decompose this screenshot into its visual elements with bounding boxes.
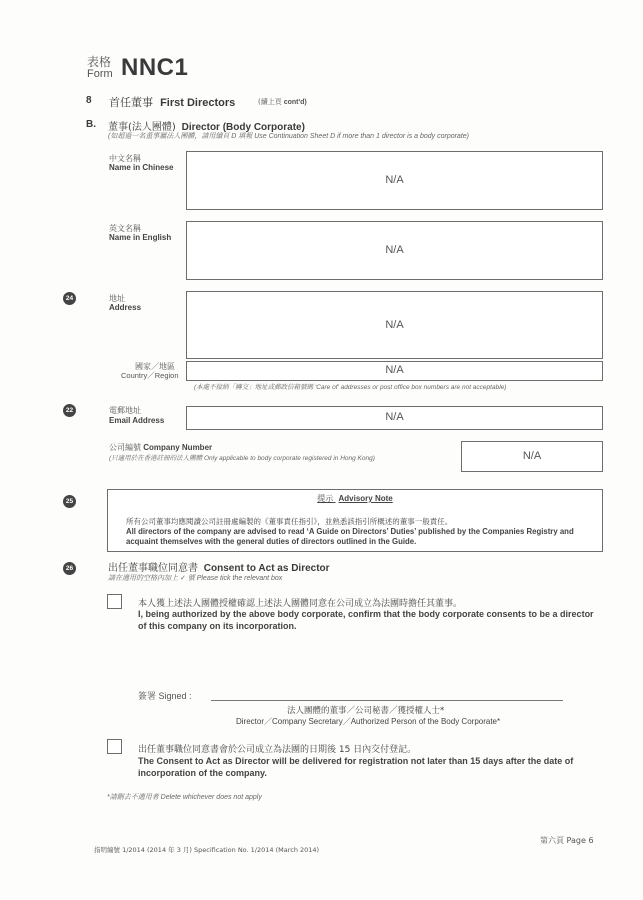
consent-badge: 26 (63, 562, 76, 575)
specification-number: 指明編號 1/2014 (2014 年 3 月) Specification No. 1/2014 (March 2014) (94, 846, 320, 854)
subsection-title-zh: 董事(法人團體) (108, 122, 176, 133)
consent-item1-zh: 本人獲上述法人團體授權確認上述法人團體同意在公司成立為法團時擔任其董事。 (138, 599, 463, 609)
address-badge: 24 (63, 292, 76, 305)
form-label-en: Form (87, 68, 113, 80)
subsection-letter: B. (86, 119, 96, 130)
name-english-label-en: Name in English (109, 233, 172, 242)
signer-title-zh: 法人團體的董事／公司秘書／獲授權人士* (287, 706, 445, 716)
name-english-field[interactable] (186, 221, 603, 280)
section-title (109, 94, 235, 110)
cont-en: cont'd) (283, 99, 307, 106)
page-number: 第六頁 Page 6 (540, 836, 594, 845)
company-number-label-en: Company Number (143, 443, 213, 452)
country-field[interactable] (186, 361, 603, 381)
company-number-field[interactable] (461, 441, 603, 472)
consent-title (108, 559, 330, 574)
name-english-value: N/A (385, 244, 404, 256)
consent-item1-en: I, being authorized by the above body corporate, confirm that the body corporate consents to be a director of this company on its incorporation. (138, 609, 594, 631)
name-english-label-zh: 英文名稱 (109, 224, 141, 233)
name-chinese-label-zh: 中文名稱 (109, 154, 141, 163)
subsection-title-en: Director (Body Corporate) (181, 122, 305, 133)
consent-item2-en: The Consent to Act as Director will be delivered for registration not later than 15 days after the date of incorporation of the company. (138, 756, 574, 778)
address-value: N/A (385, 319, 404, 331)
address-label-zh: 地址 (109, 294, 125, 303)
consent-item2-zh: 出任董事職位同意書會於公司成立為法團的日期後 15 日內交付登記。 (138, 745, 417, 755)
advisory-title-en: Advisory Note (338, 494, 393, 503)
section-title-zh: 首任董事 (109, 96, 153, 109)
cont-zh: (續上頁 (258, 98, 282, 106)
name-chinese-label-en: Name in Chinese (109, 163, 174, 172)
consent-title-zh: 出任董事職位同意書 (108, 563, 198, 574)
advisory-box (107, 489, 603, 552)
section-cont (258, 97, 307, 107)
signer-title-en: Director／Company Secretary／Authorized Person of the Body Corporate* (236, 717, 501, 726)
company-number-label-zh: 公司編號 (109, 443, 141, 452)
advisory-badge: 25 (63, 495, 76, 508)
consent-title-en: Consent to Act as Director (203, 563, 330, 574)
email-field[interactable] (186, 406, 603, 430)
address-note: (本處不接納「轉交」地址或郵政信箱號碼 'Care of' addresses or post office box numbers are not acceptable) (194, 384, 507, 391)
advisory-title (108, 493, 602, 504)
email-value: N/A (385, 411, 404, 423)
signature-line[interactable] (211, 700, 563, 701)
subsection-note: (如超過一名董事屬法人團體，請用續頁 D 填報 Use Continuation Sheet D if more than 1 director is a body corporate) (108, 133, 469, 140)
country-value: N/A (385, 364, 404, 376)
form-code: NNC1 (121, 54, 189, 81)
advisory-text-zh: 所有公司董事均應閱讀公司註冊處編製的《董事責任指引》，並熟悉該指引所概述的董事一般責任。 (126, 517, 453, 526)
form-label-zh: 表格 (87, 55, 112, 69)
section-number: 8 (86, 95, 92, 106)
email-label-en: Email Address (109, 416, 165, 425)
country-label-zh: 國家／地區 (135, 362, 175, 371)
consent-checkbox[interactable] (107, 594, 122, 609)
email-label-zh: 電郵地址 (109, 406, 141, 415)
company-number-value: N/A (522, 450, 542, 462)
address-label-en: Address (109, 303, 142, 312)
signed-label: 簽署 Signed : (138, 691, 192, 701)
name-chinese-field[interactable] (186, 151, 603, 210)
section-title-en: First Directors (160, 97, 236, 109)
advisory-title-zh: 提示 (317, 494, 334, 503)
company-number-label (109, 442, 212, 453)
advisory-text-en: All directors of the company are advised to read ‘A Guide on Directors’ Duties’ published by the Companies Registry and acquaint themselves with the general duties of directors outlined in the Guide. (126, 527, 574, 546)
country-label-en: Country／Region (121, 371, 179, 380)
company-number-note: (只適用於在香港註冊的法人團體 Only applicable to body corporate registered in Hong Kong) (109, 455, 375, 462)
delivery-checkbox[interactable] (107, 739, 122, 754)
consent-instruction: 請在適用的空格內加上 ✓ 號 Please tick the relevant box (108, 575, 283, 582)
address-field[interactable] (186, 291, 603, 359)
email-badge: 22 (63, 404, 76, 417)
delete-note: *請刪去不適用者 Delete whichever does not apply (107, 794, 262, 801)
name-chinese-value: N/A (385, 174, 404, 186)
